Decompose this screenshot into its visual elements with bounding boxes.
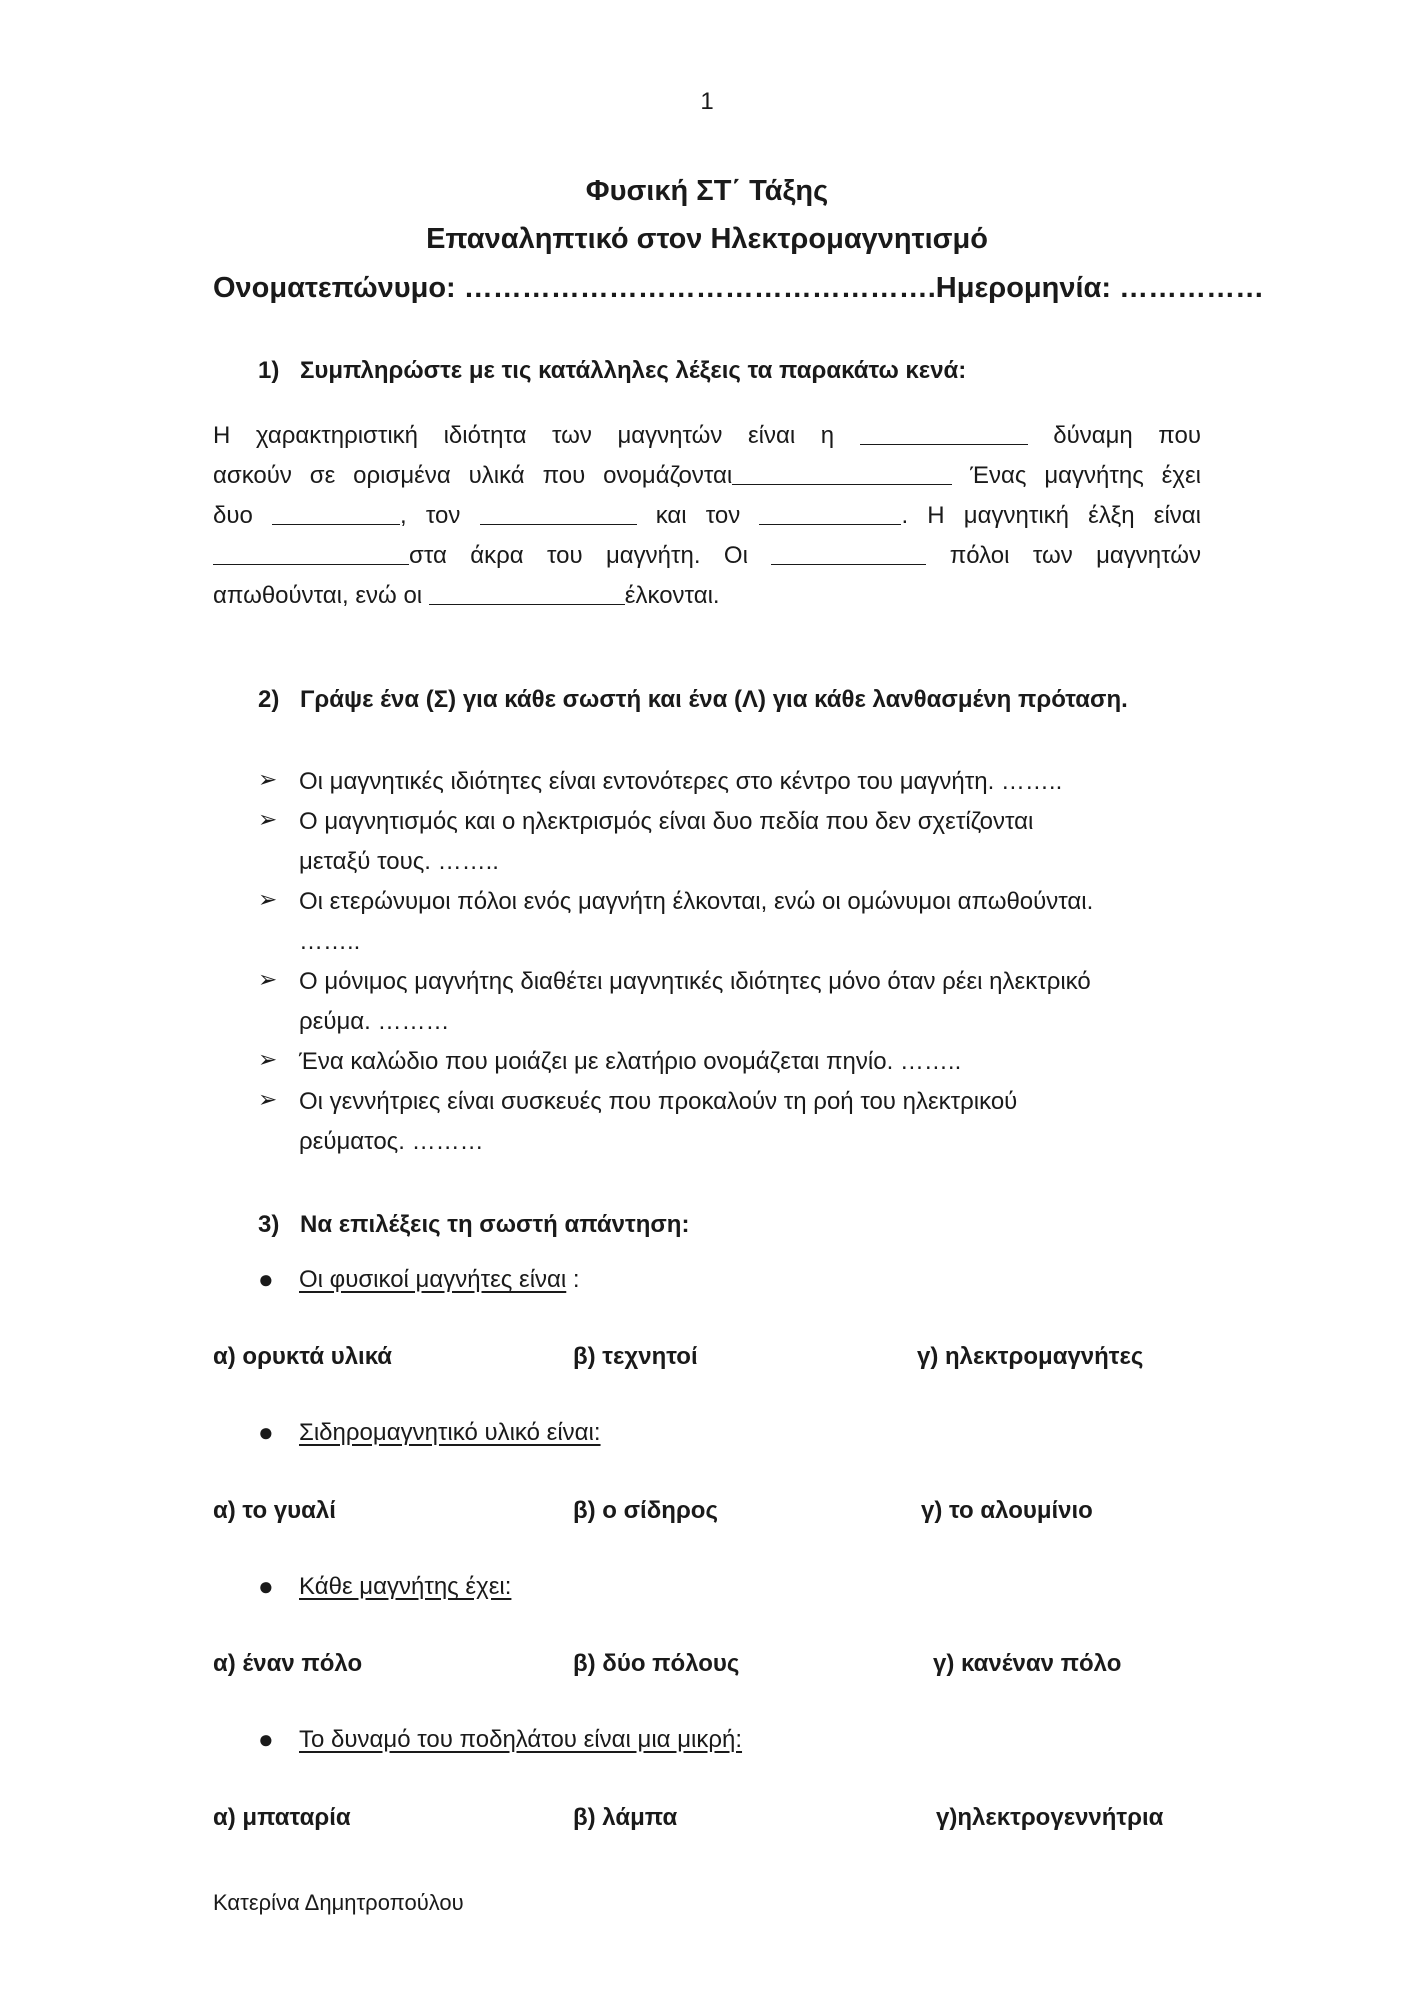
question-number: 1): [258, 357, 280, 384]
option-c[interactable]: γ) το αλουμίνιο: [921, 1497, 1093, 1524]
option-a[interactable]: α) μπαταρία: [213, 1804, 351, 1831]
choice-prompt-1: [299, 1266, 580, 1294]
paragraph-line: [213, 416, 1201, 456]
page-number: 1: [700, 88, 714, 115]
option-b[interactable]: β) λάμπα: [573, 1804, 678, 1831]
option-a[interactable]: α) το γυαλί: [213, 1497, 336, 1524]
footer-author: Κατερίνα Δημητροπούλου: [213, 1890, 464, 1915]
arrow-bullet-icon: ➢: [258, 1086, 278, 1112]
question-2-heading: [258, 686, 1128, 714]
question-title: Συμπληρώστε με τις κατάλληλες λέξεις τα παρακάτω κενά:: [300, 357, 967, 384]
paragraph-text: Ένας μαγνήτης έχει: [970, 462, 1201, 489]
paragraph-text: απωθούνται, ενώ οι: [213, 582, 423, 609]
prompt-text: Οι φυσικοί μαγνήτες είναι: [299, 1266, 567, 1293]
choice-prompt-4: Το δυναμό του ποδηλάτου είναι μια μικρή:: [299, 1726, 743, 1753]
fill-in-paragraph: [213, 416, 1201, 616]
statement-6: [299, 1082, 1017, 1162]
worksheet-subtitle: Επαναληπτικό στον Ηλεκτρομαγνητισμό: [426, 223, 988, 255]
arrow-bullet-icon: ➢: [258, 1046, 278, 1072]
statement-1: Οι μαγνητικές ιδιότητες είναι εντονότερες στο κέντρο του μαγνήτη. ……..: [299, 768, 1063, 795]
blank-field[interactable]: [429, 580, 625, 605]
option-b[interactable]: β) τεχνητοί: [573, 1343, 698, 1370]
arrow-bullet-icon: ➢: [258, 806, 278, 832]
question-number: 2): [258, 686, 280, 713]
worksheet-title: Φυσική ΣΤ΄ Τάξης: [585, 175, 829, 207]
paragraph-text: Η μαγνητική έλξη είναι: [927, 502, 1201, 529]
option-b[interactable]: β) ο σίδηρος: [573, 1497, 718, 1524]
option-c[interactable]: γ) ηλεκτρομαγνήτες: [917, 1343, 1144, 1370]
blank-field[interactable]: [860, 420, 1028, 445]
statement-line: ……..: [299, 928, 361, 955]
blank-field[interactable]: [759, 500, 901, 525]
statement-line: Ο μόνιμος μαγνήτης διαθέτει μαγνητικές ιδιότητες μόνο όταν ρέει ηλεκτρικό: [299, 968, 1091, 995]
blank-field[interactable]: [213, 540, 409, 565]
option-c[interactable]: γ)ηλεκτρογεννήτρια: [936, 1804, 1164, 1831]
paragraph-text: δύναμη που: [1053, 422, 1202, 449]
paragraph-text: .: [901, 502, 909, 529]
bullet-dot-icon: ●: [258, 1417, 274, 1447]
blank-field[interactable]: [771, 540, 926, 565]
blank-field[interactable]: [732, 460, 952, 485]
question-1-heading: [258, 357, 966, 385]
statement-line: ρεύμα. ………: [299, 1008, 450, 1035]
paragraph-text: δυο: [213, 502, 253, 529]
paragraph-line: [213, 456, 1201, 496]
statement-3: [299, 882, 1093, 962]
bullet-dot-icon: ●: [258, 1264, 274, 1294]
paragraph-text: έλκονται.: [624, 582, 720, 609]
paragraph-text: , τον: [400, 502, 461, 529]
arrow-bullet-icon: ➢: [258, 886, 278, 912]
choice-prompt-3: Κάθε μαγνήτης έχει:: [299, 1573, 512, 1600]
statement-line: Οι γεννήτριες είναι συσκευές που προκαλούν τη ροή του ηλεκτρικού: [299, 1088, 1018, 1115]
bullet-dot-icon: ●: [258, 1724, 274, 1754]
paragraph-text: στα άκρα του μαγνήτη. Οι: [409, 542, 748, 569]
blank-field[interactable]: [272, 500, 400, 525]
paragraph-text: και τον: [655, 502, 741, 529]
question-title: Γράψε ένα (Σ) για κάθε σωστή και ένα (Λ) για κάθε λανθασμένη πρόταση.: [300, 686, 1128, 713]
paragraph-text: ασκούν σε ορισμένα υλικά που ονομάζονται: [213, 462, 733, 489]
arrow-bullet-icon: ➢: [258, 766, 278, 792]
paragraph-line: [213, 536, 1201, 576]
paragraph-text: Η χαρακτηριστική ιδιότητα των μαγνητών είναι η: [213, 422, 835, 449]
statement-2: [299, 802, 1033, 882]
paragraph-text: πόλοι των μαγνητών: [949, 542, 1202, 569]
name-date-line: Ονοματεπώνυμο: ………………………………………….Ημερομηνία: ……………: [213, 272, 1265, 304]
statement-line: ρεύματος. ………: [299, 1128, 484, 1155]
option-b[interactable]: β) δύο πόλους: [573, 1650, 740, 1677]
statement-line: μεταξύ τους. ……..: [299, 848, 499, 875]
statement-5: Ένα καλώδιο που μοιάζει με ελατήριο ονομάζεται πηνίο. ……..: [299, 1048, 962, 1075]
option-c[interactable]: γ) κανέναν πόλο: [933, 1650, 1122, 1677]
statement-4: [299, 962, 1091, 1042]
arrow-bullet-icon: ➢: [258, 966, 278, 992]
prompt-suffix: :: [566, 1266, 580, 1293]
question-title: Να επιλέξεις τη σωστή απάντηση:: [300, 1211, 690, 1238]
choice-prompt-2: Σιδηρομαγνητικό υλικό είναι:: [299, 1419, 601, 1446]
statement-line: Οι ετερώνυμοι πόλοι ενός μαγνήτη έλκονται, ενώ οι ομώνυμοι απωθούνται.: [299, 888, 1094, 915]
paragraph-line: [213, 496, 1201, 536]
question-3-heading: [258, 1211, 689, 1239]
option-a[interactable]: α) ορυκτά υλικά: [213, 1343, 393, 1370]
bullet-dot-icon: ●: [258, 1571, 274, 1601]
statement-line: Ο μαγνητισμός και ο ηλεκτρισμός είναι δυο πεδία που δεν σχετίζονται: [299, 808, 1034, 835]
question-number: 3): [258, 1211, 280, 1238]
paragraph-line: [213, 576, 1201, 616]
blank-field[interactable]: [480, 500, 637, 525]
option-a[interactable]: α) έναν πόλο: [213, 1650, 363, 1677]
